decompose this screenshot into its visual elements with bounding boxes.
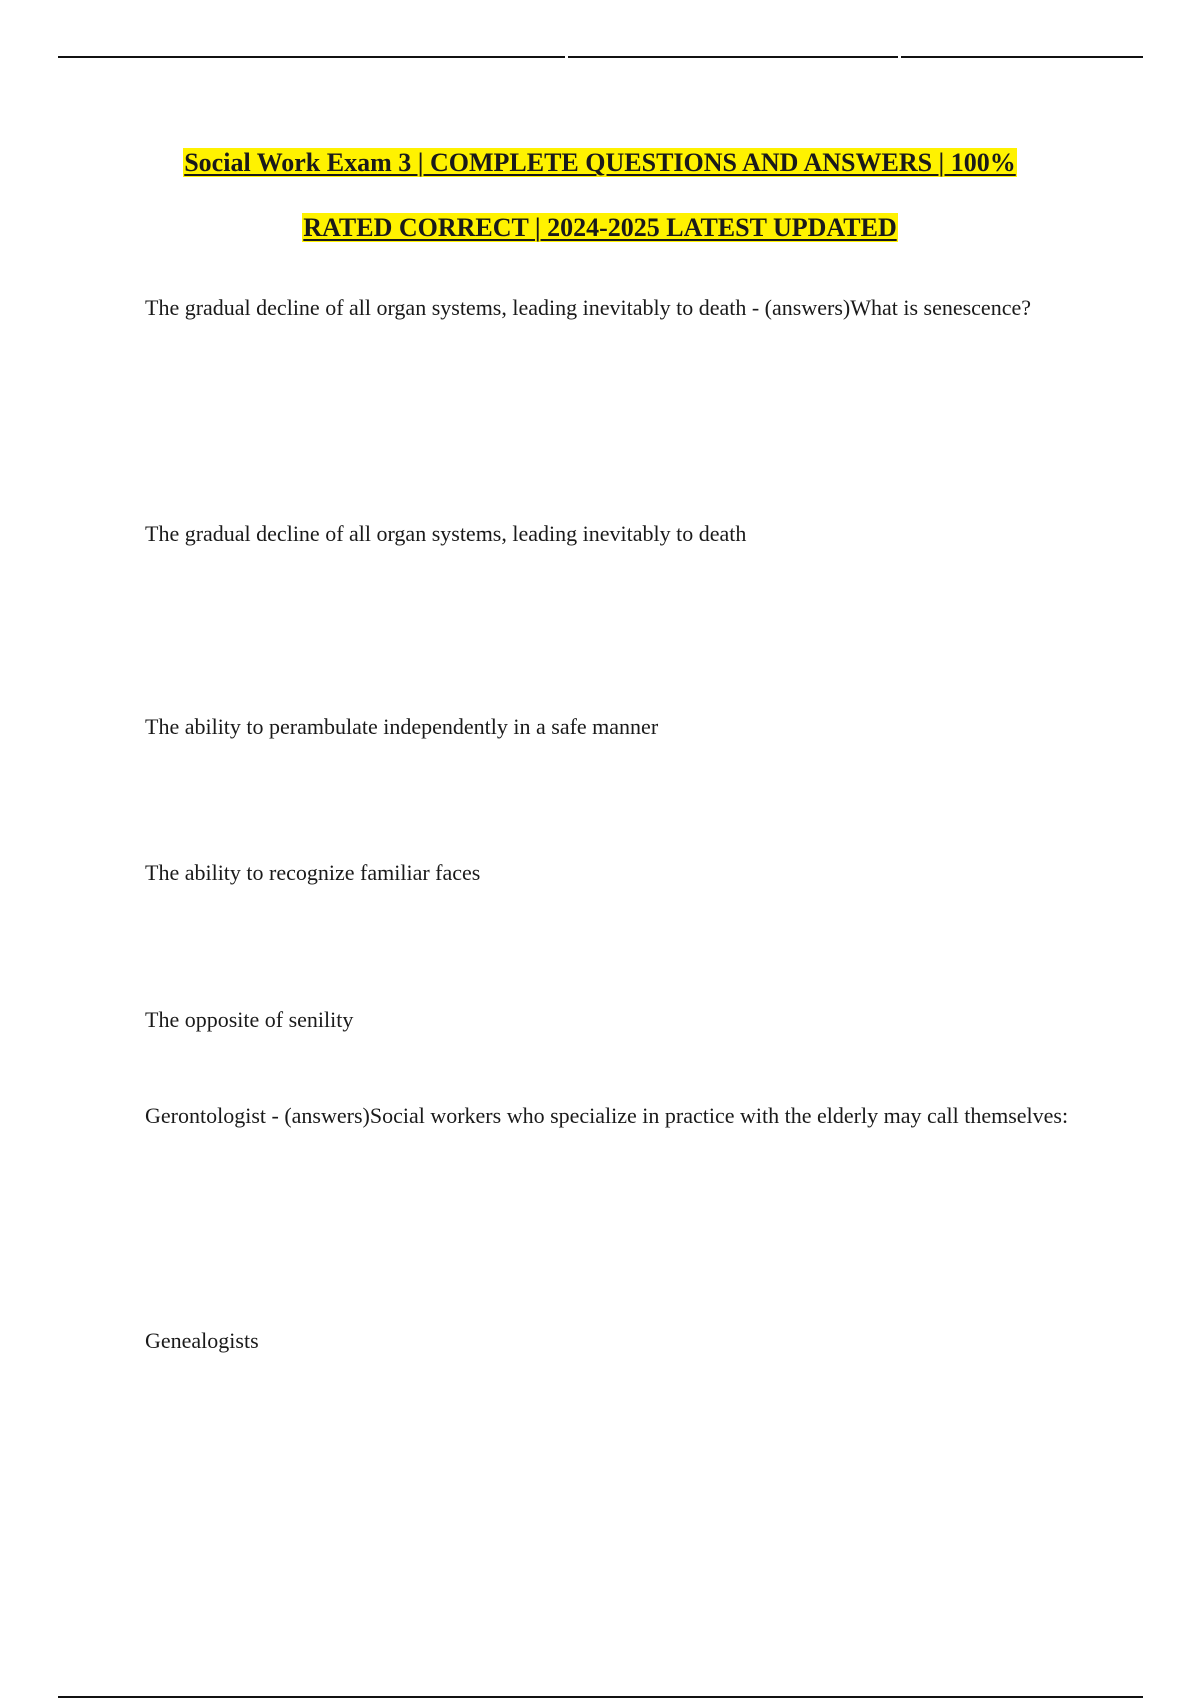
document-title-line-2 xyxy=(0,212,1200,244)
qa-paragraph: The ability to perambulate independently in a safe manner xyxy=(145,714,659,739)
title-highlight-1: Social Work Exam 3 | COMPLETE QUESTIONS AND ANSWERS | 100% xyxy=(184,148,1016,177)
top-rule-segment-1 xyxy=(58,56,565,58)
top-rule-segment-2 xyxy=(568,56,898,58)
qa-paragraph: The gradual decline of all organ systems, leading inevitably to death xyxy=(145,521,747,546)
qa-paragraph: Genealogists xyxy=(145,1328,259,1353)
qa-paragraph: The opposite of senility xyxy=(145,1007,354,1032)
qa-paragraph: Gerontologist - (answers)Social workers who specialize in practice with the elderly may call themselves: xyxy=(145,1103,1069,1128)
top-rule-segment-3 xyxy=(901,56,1143,58)
bottom-rule xyxy=(58,1696,1143,1698)
document-title-line-1 xyxy=(0,147,1200,179)
qa-paragraph: The gradual decline of all organ systems, leading inevitably to death - (answers)What is senescence? xyxy=(145,295,1031,320)
qa-paragraph: The ability to recognize familiar faces xyxy=(145,860,481,885)
title-highlight-2: RATED CORRECT | 2024-2025 LATEST UPDATED xyxy=(303,213,897,242)
